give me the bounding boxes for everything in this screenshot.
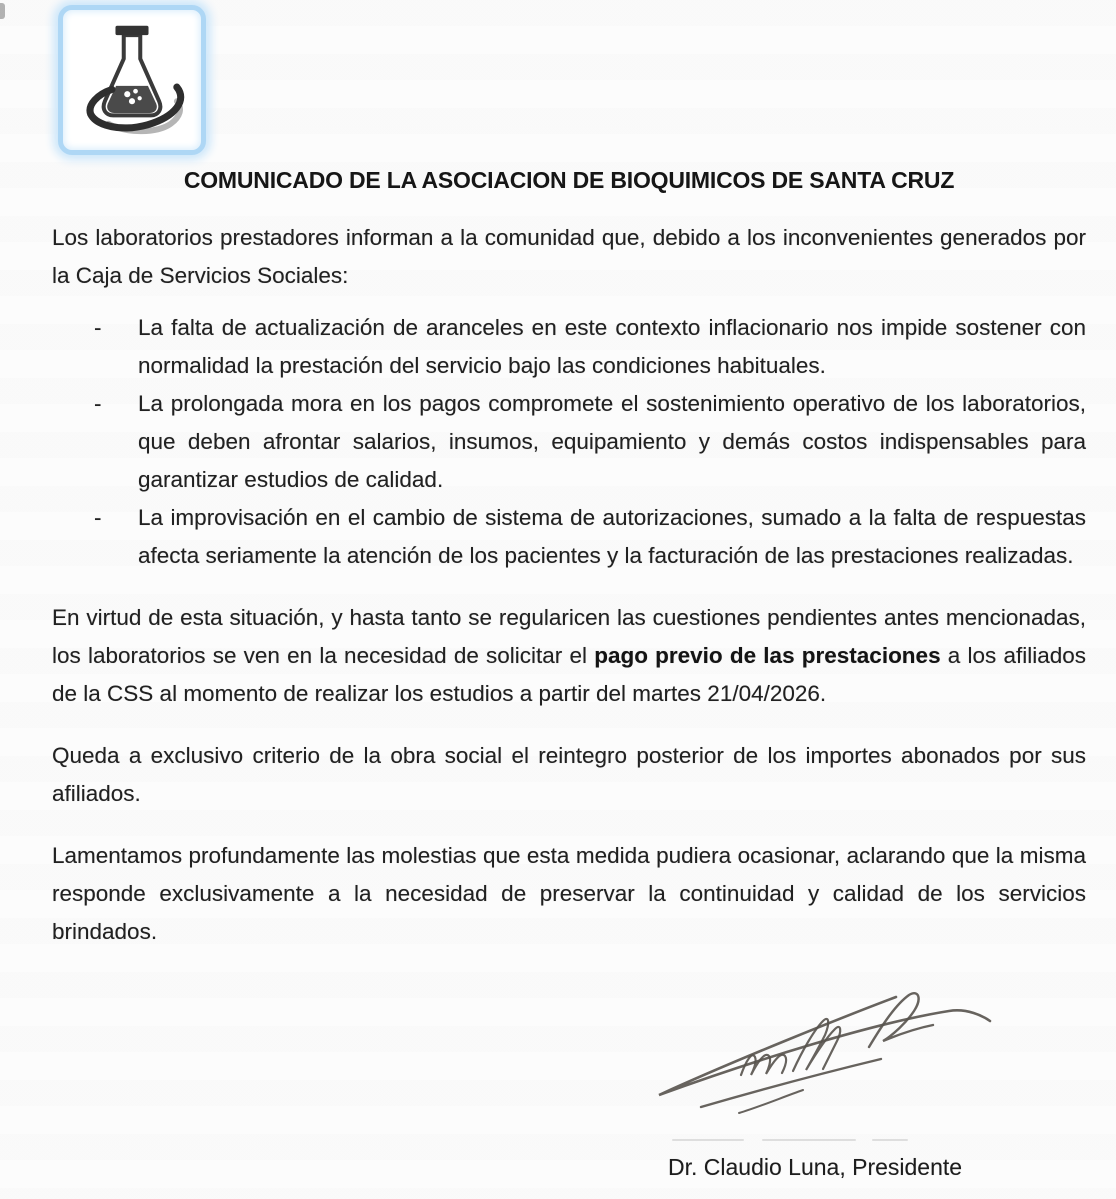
signatory-name: Dr. Claudio Luna, Presidente: [668, 1154, 963, 1180]
payment-paragraph: [52, 599, 1086, 713]
bullet-list: [52, 309, 1086, 575]
bullet-dash: -: [94, 505, 102, 530]
list-item: [52, 385, 1086, 499]
bullet-text: La falta de actualización de aranceles en este contexto inflacionario nos impide sostener con normalidad la prestación del servicio bajo las condiciones habituales.: [138, 315, 1086, 378]
page-title: COMUNICADO DE LA ASOCIACION DE BIOQUIMICOS DE SANTA CRUZ: [183, 167, 955, 193]
document-body: [52, 0, 1086, 951]
scan-underline-fragment: [762, 1139, 856, 1141]
signature-handwriting: [643, 983, 995, 1133]
intro-paragraph: Los laboratorios prestadores informan a la comunidad que, debido a los inconvenientes generados por la Caja de Servicios Sociales:: [52, 225, 1086, 288]
scan-underline-fragment: [672, 1139, 744, 1141]
scan-underline-fragment: [872, 1139, 908, 1141]
scan-artifact: [0, 3, 5, 19]
bullet-text: La prolongada mora en los pagos compromete el sostenimiento operativo de los laboratorios, que deben afrontar salarios, insumos, equipamiento y demás costos indispensables para garantizar estudios de calidad.: [138, 391, 1086, 492]
bullet-dash: -: [94, 315, 102, 340]
bullet-text: La improvisación en el cambio de sistema de autorizaciones, sumado a la falta de respuestas afecta seriamente la atención de los pacientes y la facturación de las prestaciones realizadas.: [138, 505, 1086, 568]
refund-paragraph: Queda a exclusivo criterio de la obra social el reintegro posterior de los importes abonados por sus afiliados.: [52, 743, 1086, 806]
apology-paragraph: Lamentamos profundamente las molestias que esta medida pudiera ocasionar, aclarando que la misma responde exclusivamente a la necesidad de preservar la continuidad y calidad de los servicios brindados.: [52, 843, 1086, 944]
bullet-dash: -: [94, 391, 102, 416]
list-item: [52, 499, 1086, 575]
payment-text-bold: pago previo de las prestaciones: [594, 643, 941, 668]
payment-text-post: a los afiliados de la CSS al momento de realizar los estudios a partir del martes 21/04/2026.: [52, 643, 1086, 706]
list-item: [52, 309, 1086, 385]
payment-text-pre: En virtud de esta situación, y hasta tanto se regularicen las cuestiones pendientes antes mencionadas, los laboratorios se ven en la necesidad de solicitar el: [52, 605, 1086, 668]
